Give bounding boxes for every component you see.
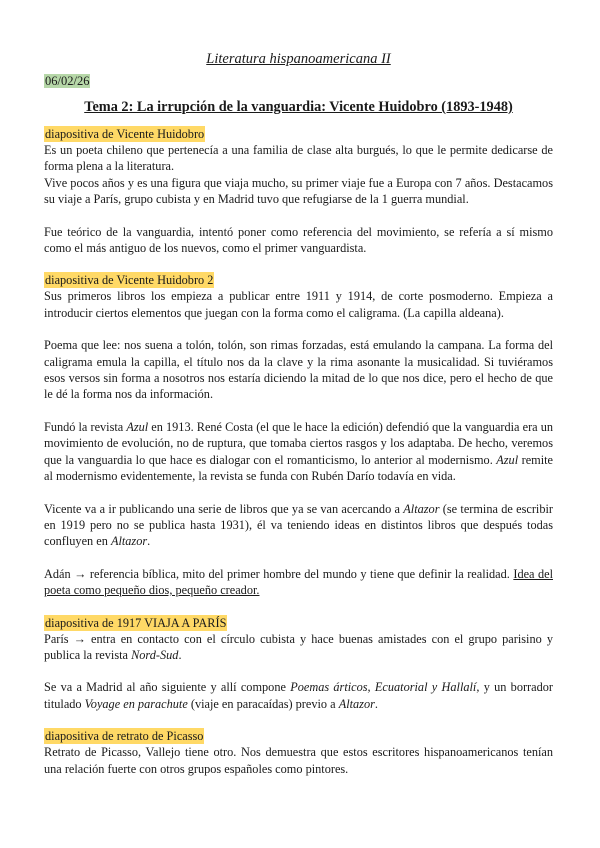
section-huidobro [44, 126, 553, 256]
paragraph: Fundó la revista Azul en 1913. René Costa (el que le hace la edición) defendió que la vanguardia era un movimiento de evolución, no de ruptura, que tomaba ciertos rasgos y los adaptaba. De hecho, veremos que la vanguardia lo que hace es dialogar con el romanticismo, lo anterior al modernismo. Azul remite al modernismo evidentemente, la revista se funda con Rubén Darío todavía en vida. [44, 419, 554, 484]
date-line [44, 72, 553, 90]
paragraph: Sus primeros libros los empieza a publicar entre 1911 y 1914, de corte posmoderno. Empieza a introducir ciertos elementos que juegan con la forma como el caligrama. (La capilla aldeana). [44, 289, 553, 320]
section-retrato-picasso [44, 728, 553, 777]
topic-heading: Tema 2: La irrupción de la vanguardia: Vicente Huidobro (1893-1948) [84, 99, 513, 115]
paragraph: Adán → referencia bíblica, mito del primer hombre del mundo y tiene que definir la realidad. Idea del poeta como pequeño dios, pequeño creador. [44, 566, 553, 598]
section-heading-text: diapositiva de Vicente Huidobro [45, 127, 205, 141]
section-heading [44, 126, 553, 142]
document-title: Literatura hispanoamericana II [206, 51, 391, 67]
paragraph: Vive pocos años y es una figura que viaja mucho, su primer viaje fue a Europa con 7 años. Destacamos su viaje a París, grupo cubista y en Madrid tuvo que refugiarse de la 1 guerra mundial. [44, 175, 553, 207]
section-heading-text: diapositiva de 1917 VIAJA A PARÍS [45, 615, 227, 630]
paragraph: París → entra en contacto con el círculo cubista y hace buenas amistades con el grupo parisino y publica la revista Nord-Sud. [44, 631, 553, 662]
date-label: 06/02/26 [45, 74, 90, 88]
section-heading-text: diapositiva de retrato de Picasso [45, 729, 204, 744]
section-heading-text: diapositiva de Vicente Huidobro 2 [45, 273, 214, 288]
paragraph: Fue teórico de la vanguardia, intentó poner como referencia del movimiento, se refería a sí mismo como el más antiguo de los nuevos, como el primer vanguardista. [44, 224, 553, 256]
paragraph: Es un poeta chileno que pertenecía a una familia de clase alta burgués, lo que le permite dedicarse de forma plena a la literatura. [44, 143, 553, 174]
paragraph: Vicente va a ir publicando una serie de libros que ya se van acercando a Altazor (se termina de escribir en 1919 pero no se publica hasta 1931), él va teniendo ideas en distintos libros que después todas confluyen en Altazor. [44, 501, 554, 549]
section-viaja-paris [44, 615, 553, 713]
paragraph: Se va a Madrid al año siguiente y allí compone Poemas árticos, Ecuatorial y Hallalí, y un borrador titulado Voyage en parachute (viaje en paracaídas) previo a Altazor. [44, 680, 554, 711]
section-heading [44, 272, 553, 288]
section-heading [44, 728, 553, 744]
section-heading [44, 615, 553, 631]
section-huidobro-2 [44, 272, 553, 598]
paragraph: Retrato de Picasso, Vallejo tiene otro. Nos demuestra que estos escritores hispanoamericanos tenían una relación fuerte con otros grupos españoles como pintores. [44, 745, 553, 776]
paragraph: Poema que lee: nos suena a tolón, tolón, son rimas forzadas, está emulando la campana. La forma del caligrama emula la capilla, el título nos da la clave y la rima asonante la musicalidad. Si tuviéramos esos versos sin forma a nosotros nos estaría diciendo la mitad de lo que nos dice, pero el hecho de que le dé la forma nos da información. [44, 338, 553, 402]
